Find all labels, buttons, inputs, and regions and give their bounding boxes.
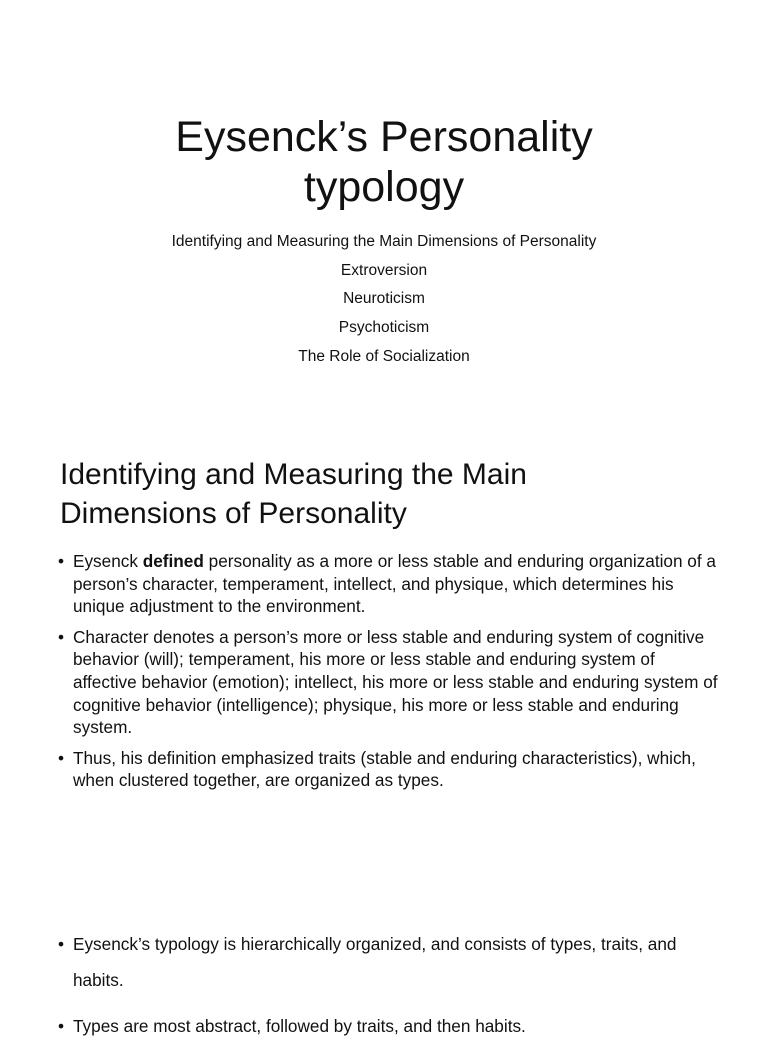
slide-title-line-1: Eysenck’s Personality (175, 113, 593, 161)
bullet-text-suffix: personality as a more or less stable and enduring organization of a person’s character, temperament, intellect, and physique, which determines his unique adjustment to the environment. (73, 551, 716, 617)
bullet-list (58, 926, 718, 1054)
subtitle-list (0, 228, 768, 372)
title-slide (0, 0, 768, 420)
bullet-item: • Eysenck’s typology is hierarchically organized, and consists of types, traits, and habits. (58, 926, 718, 998)
dimensions-slide (0, 455, 768, 885)
slide-title (0, 112, 768, 212)
bullet-text-bold: defined (142, 551, 204, 571)
bullet-item: • Character denotes a person’s more or less stable and enduring system of cognitive behavior (will); temperament, his more or less stable and enduring system of affective behavior (emotion); intellect, his more or less stable and enduring system of cognitive behavior (intelligence); physique, his more or less stable and enduring system. (58, 626, 718, 739)
slide-heading-line-2: Dimensions of Personality (60, 497, 407, 530)
subtitle-item: Extroversion (340, 261, 428, 279)
slide-heading-line-1: Identifying and Measuring the Main (60, 458, 527, 491)
bullet-text-prefix: Eysenck (73, 551, 143, 571)
slide-title-line-2: typology (303, 163, 465, 211)
subtitle-item: Identifying and Measuring the Main Dimensions of Personality (171, 233, 597, 250)
bullet-item: • Types are most abstract, followed by traits, and then habits. (58, 1008, 718, 1044)
typology-slide (0, 910, 768, 1036)
bullet-item: • Thus, his definition emphasized traits (stable and enduring characteristics), which, when clustered together, are organized as types. (58, 747, 718, 792)
subtitle-item: Neuroticism (343, 290, 425, 308)
subtitle-item: Psychoticism (338, 319, 430, 337)
subtitle-item: The Role of Socialization (298, 347, 470, 365)
slide-heading (60, 455, 740, 533)
bullet-list (58, 550, 718, 800)
bullet-item (58, 550, 718, 618)
